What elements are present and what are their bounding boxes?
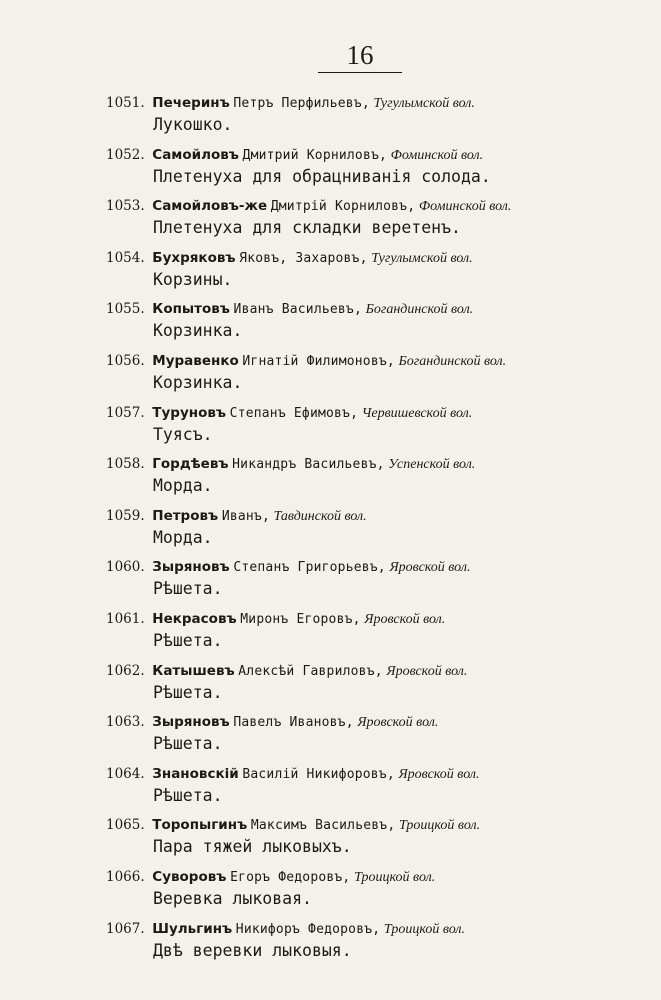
entry-header-line <box>106 868 435 887</box>
entry-number: 1055. <box>106 301 145 318</box>
entry-given-names: Егоръ Федоровъ, <box>230 869 351 885</box>
catalog-entry <box>0 140 661 192</box>
entry-item: Рѣшета. <box>153 682 223 702</box>
entry-surname: Петровъ <box>152 507 219 524</box>
entry-given-names: Иванъ Васильевъ, <box>233 302 362 318</box>
entry-volost: Яровской вол. <box>398 766 480 782</box>
entry-volost: Фоминской вол. <box>418 199 512 215</box>
entry-item: Плетенуха для складки веретенъ. <box>153 218 461 238</box>
entry-volost: Яровской вол. <box>357 715 439 731</box>
entry-surname: Муравенко <box>152 352 239 369</box>
entry-number: 1062. <box>106 662 145 679</box>
entry-given-names: Павелъ Ивановъ, <box>233 715 354 731</box>
entry-volost: Яровской вол. <box>386 663 468 679</box>
page-number-rule <box>318 72 402 73</box>
entry-header-line <box>106 610 445 629</box>
entry-number: 1060. <box>106 559 145 576</box>
entry-item: Туясъ. <box>153 424 213 444</box>
entry-surname: Зыряновъ <box>152 714 230 731</box>
entry-volost: Троицкой вол. <box>354 869 436 885</box>
entry-item: Корзинка. <box>153 372 243 392</box>
entry-given-names: Игнатій Филимоновъ, <box>242 353 395 369</box>
entry-header-line <box>106 920 465 939</box>
entry-given-names: Дмитрій Корниловъ, <box>270 199 416 215</box>
entry-given-names: Яковъ, Захаровъ, <box>239 250 368 266</box>
entry-surname: Туруновъ <box>152 404 227 421</box>
catalog-entry <box>0 914 661 966</box>
entry-given-names: Петръ Перфильевъ, <box>233 96 370 111</box>
catalog-entry <box>0 88 661 140</box>
entry-header-line <box>106 94 475 113</box>
catalog-entry <box>0 243 661 295</box>
entry-surname: Шульгинъ <box>152 920 233 937</box>
catalog-entries <box>0 88 661 965</box>
entry-item: Корзинка. <box>153 321 243 341</box>
entry-header-line <box>106 197 511 216</box>
entry-item: Рѣшета. <box>153 734 223 754</box>
entry-number: 1054. <box>106 249 145 266</box>
entry-surname: Суворовъ <box>152 868 227 885</box>
entry-given-names: Максимъ Васильевъ, <box>250 818 396 834</box>
entry-item: Плетенуха для обрацниванія солода. <box>153 166 491 186</box>
catalog-entry <box>0 604 661 656</box>
entry-item: Корзины. <box>153 269 233 289</box>
entry-header-line <box>106 300 473 319</box>
entry-item: Рѣшета. <box>153 579 223 599</box>
entry-header-line <box>106 352 506 371</box>
entry-given-names: Миронъ Егоровъ, <box>240 611 361 627</box>
entry-number: 1064. <box>106 765 145 782</box>
catalog-entry <box>0 759 661 811</box>
catalog-entry <box>0 862 661 914</box>
entry-number: 1057. <box>106 404 145 421</box>
entry-header-line <box>106 404 472 423</box>
catalog-entry <box>0 656 661 708</box>
entry-surname: Самойловъ-же <box>152 198 268 215</box>
entry-volost: Богандинской вол. <box>365 302 474 318</box>
entry-volost: Троицкой вол. <box>398 818 481 834</box>
entry-volost: Яровской вол. <box>389 560 471 576</box>
entry-number: 1061. <box>106 610 145 627</box>
entry-item: Лукошко. <box>153 115 233 134</box>
entry-volost: Тугулымской вол. <box>373 96 475 111</box>
entry-surname: Некрасовъ <box>152 610 237 627</box>
entry-surname: Печеринъ <box>152 95 230 111</box>
entry-item: Рѣшета. <box>153 785 223 805</box>
entry-header-line <box>106 713 438 732</box>
entry-item: Морда. <box>153 476 213 496</box>
entry-number: 1058. <box>106 456 145 473</box>
catalog-entry <box>0 501 661 553</box>
entry-volost: Червишевской вол. <box>361 405 473 421</box>
entry-number: 1051. <box>106 95 145 111</box>
catalog-entry <box>0 449 661 501</box>
entry-volost: Тугулымской вол. <box>371 250 473 266</box>
entry-number: 1066. <box>106 868 145 885</box>
entry-given-names: Никандръ Васильевъ, <box>232 457 385 473</box>
entry-number: 1053. <box>106 198 145 215</box>
entry-header-line <box>106 146 483 165</box>
page-number: 16 <box>346 40 374 70</box>
entry-number: 1052. <box>106 146 145 163</box>
catalog-entry <box>0 294 661 346</box>
entry-item: Двѣ веревки лыковыя. <box>153 940 352 960</box>
entry-surname: Торопыгинъ <box>152 817 248 834</box>
entry-volost: Тавдинской вол. <box>273 508 367 524</box>
entry-volost: Богандинской вол. <box>398 353 507 369</box>
entry-given-names: Дмитрий Корниловъ, <box>242 147 388 163</box>
catalog-entry <box>0 552 661 604</box>
entry-surname: Зыряновъ <box>152 559 230 576</box>
catalog-entry <box>0 191 661 243</box>
entry-surname: Копытовъ <box>152 301 230 318</box>
entry-given-names: Никифоръ Федоровъ, <box>235 921 381 937</box>
catalog-entry <box>0 398 661 450</box>
entry-header-line <box>106 249 473 268</box>
entry-item: Морда. <box>153 527 213 547</box>
entry-number: 1059. <box>106 507 145 524</box>
entry-given-names: Степанъ Ефимовъ, <box>229 405 359 421</box>
entry-surname: Катышевъ <box>152 662 235 679</box>
entry-volost: Фоминской вол. <box>390 147 484 163</box>
entry-number: 1065. <box>106 817 145 834</box>
entry-number: 1067. <box>106 920 145 937</box>
entry-given-names: Иванъ, <box>221 508 270 524</box>
entry-number: 1056. <box>106 352 145 369</box>
entry-surname: Самойловъ <box>152 146 239 163</box>
catalog-entry <box>0 707 661 759</box>
entry-given-names: Алексѣй Гавриловъ, <box>238 663 383 679</box>
entry-header-line <box>106 558 470 577</box>
entry-given-names: Степанъ Григорьевъ, <box>233 560 386 576</box>
entry-number: 1063. <box>106 714 145 731</box>
entry-surname: Бухряковъ <box>152 249 236 266</box>
entry-surname: Знановскій <box>152 765 239 782</box>
catalog-entry <box>0 810 661 862</box>
entry-volost: Яровской вол. <box>364 611 446 627</box>
entry-header-line <box>106 507 367 526</box>
entry-header-line <box>106 662 467 681</box>
entry-item: Рѣшета. <box>153 630 223 650</box>
entry-given-names: Василій Никифоровъ, <box>242 766 395 782</box>
entry-surname: Гордѣевъ <box>152 456 229 473</box>
entry-item: Веревка лыковая. <box>153 888 312 908</box>
entry-header-line <box>106 765 479 784</box>
entry-volost: Троицкой вол. <box>383 921 466 937</box>
entry-item: Пара тяжей лыковыхъ. <box>153 837 352 857</box>
catalog-entry <box>0 346 661 398</box>
entry-header-line <box>106 455 475 474</box>
entry-header-line <box>106 816 480 835</box>
entry-volost: Успенской вол. <box>388 457 476 473</box>
